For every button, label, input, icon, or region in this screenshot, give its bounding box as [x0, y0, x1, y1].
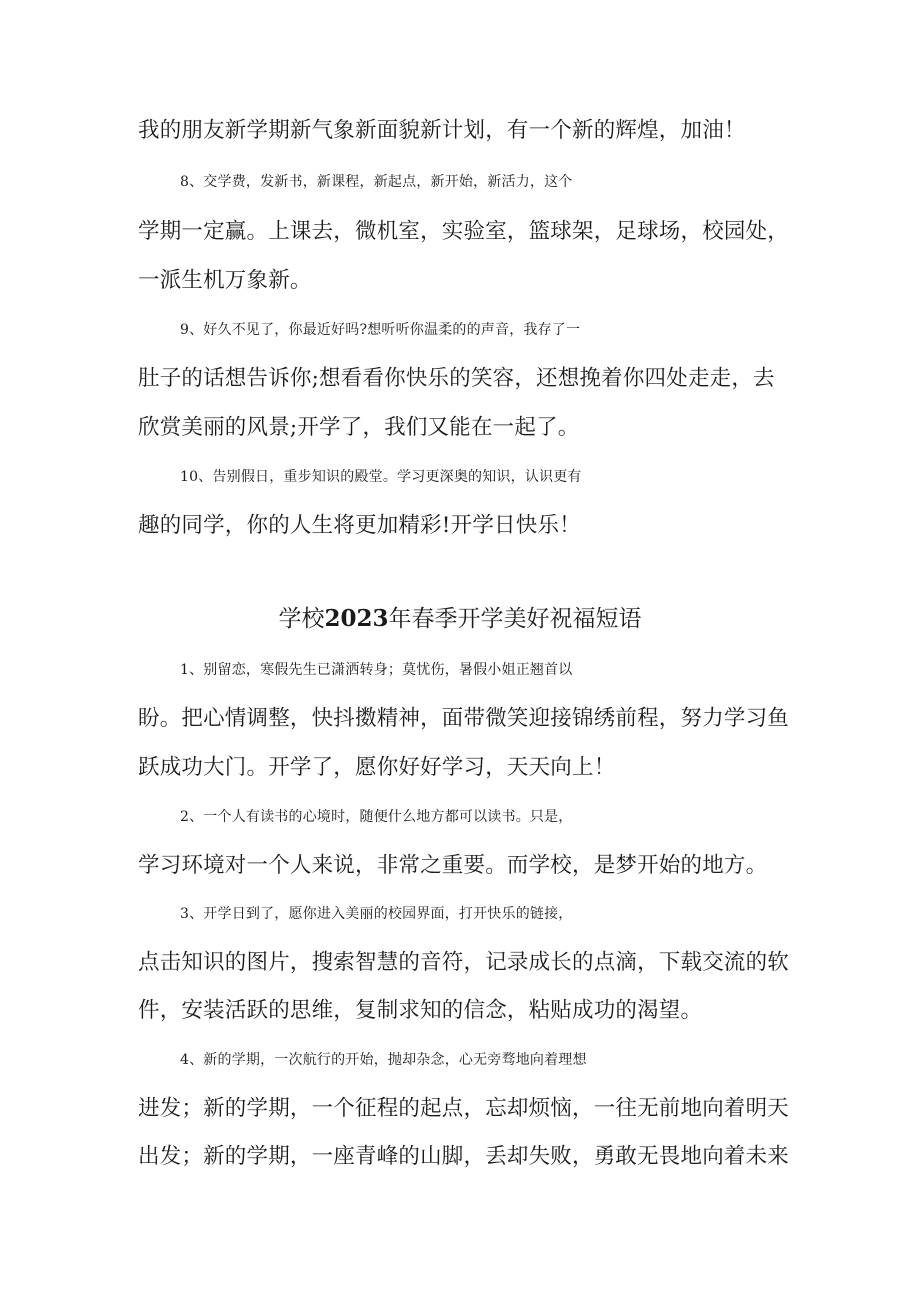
section-title-prefix: 学校: [278, 606, 325, 632]
paragraph-line: 欣赏美丽的风景;开学了，我们又能在一起了。: [138, 415, 580, 440]
paragraph-line: 出发；新的学期，一座青峰的山脚，丢却失败，勇敢无畏地向着未来: [138, 1144, 790, 1169]
section-title: [0, 603, 920, 635]
paragraph-line: 一派生机万象新。: [138, 268, 312, 293]
paragraph-line: 1、别留恋，寒假先生已潇洒转身；莫忧伤，暑假小姐正翘首以: [180, 662, 573, 678]
paragraph-line: 学习环境对一个人来说，非常之重要。而学校，是梦开始的地方。: [138, 853, 768, 878]
paragraph-line: 点击知识的图片，搜索智慧的音符，记录成长的点滴，下载交流的软: [138, 950, 790, 975]
paragraph-line: 10、告别假日，重步知识的殿堂。学习更深奥的知识，认识更有: [180, 469, 582, 485]
paragraph-line: 跃成功大门。开学了，愿你好好学习，天天向上！: [138, 755, 616, 780]
paragraph-line: 3、开学日到了，愿你进入美丽的校园界面，打开快乐的链接，: [180, 906, 573, 922]
paragraph-line: 趣的同学，你的人生将更加精彩!开学日快乐！: [138, 513, 581, 538]
paragraph-line: 学期一定赢。上课去，微机室，实验室，篮球架，足球场，校园处，: [138, 219, 790, 244]
paragraph-line: 2、一个人有读书的心境时，随便什么地方都可以读书。只是，: [180, 809, 573, 825]
paragraph-line: 件，安装活跃的思维，复制求知的信念，粘贴成功的渴望。: [138, 998, 703, 1023]
paragraph-line: 肚子的话想告诉你;想看看你快乐的笑容，还想挽着你四处走走，去: [138, 366, 775, 391]
paragraph-line: 盼。把心情调整，快抖擞精神，面带微笑迎接锦绣前程，努力学习鱼: [138, 706, 790, 731]
paragraph-line: 9、好久不见了，你最近好吗?想听听你温柔的的声音，我存了一: [180, 322, 581, 338]
paragraph-line: 8、交学费，发新书，新课程，新起点，新开始，新活力，这个: [180, 174, 573, 190]
paragraph-line: 进发；新的学期，一个征程的起点，忘却烦恼，一往无前地向着明天: [138, 1096, 790, 1121]
paragraph-line: 4、新的学期，一次航行的开始，抛却杂念，心无旁骛地向着理想: [180, 1052, 587, 1068]
section-title-suffix: 年春季开学美好祝福短语: [388, 606, 642, 632]
continuation-line: 我的朋友新学期新气象新面貌新计划，有一个新的辉煌，加油！: [138, 118, 746, 143]
section-title-year: 2023: [324, 605, 389, 632]
